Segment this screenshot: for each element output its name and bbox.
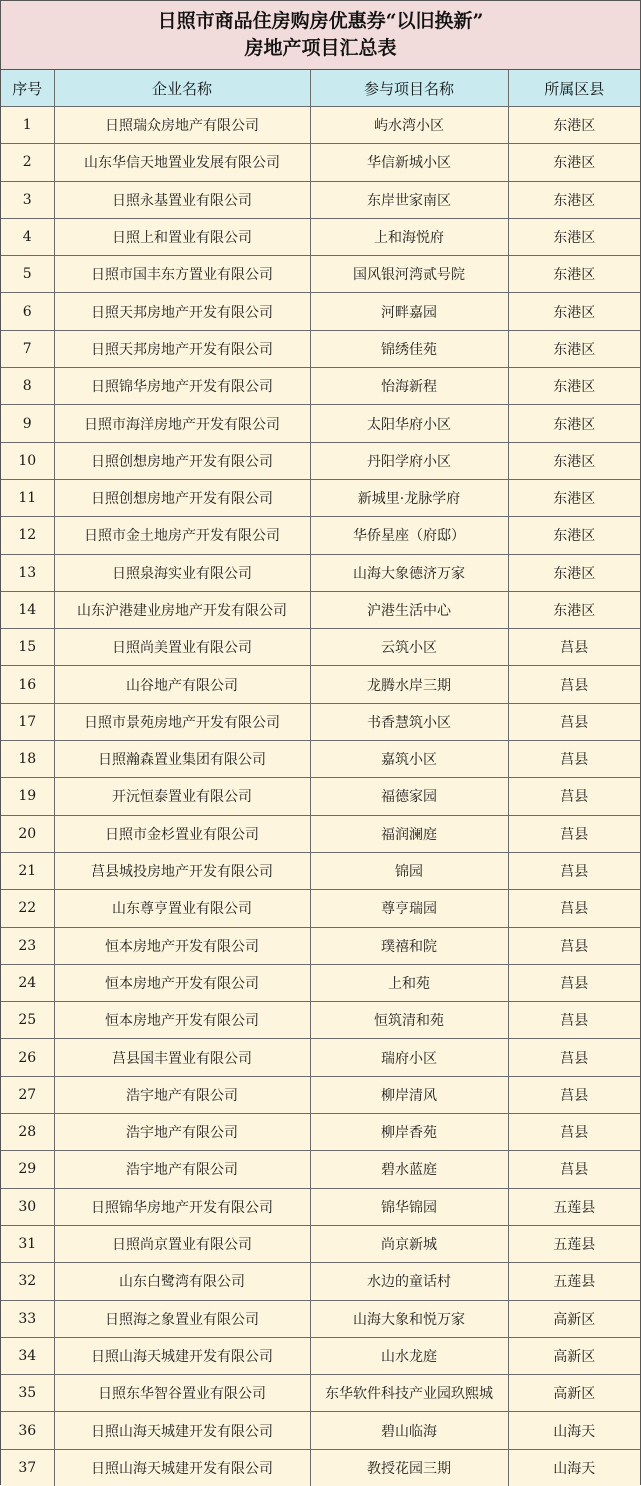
row-district: 莒县 xyxy=(508,815,640,852)
row-project-name: 怡海新程 xyxy=(310,368,508,405)
row-company-name: 山东华信天地置业发展有限公司 xyxy=(54,144,310,181)
row-district: 莒县 xyxy=(508,964,640,1001)
row-district: 五莲县 xyxy=(508,1225,640,1262)
row-project-name: 锦园 xyxy=(310,852,508,889)
row-company-name: 日照天邦房地产开发有限公司 xyxy=(54,330,310,367)
row-serial-number: 1 xyxy=(1,107,54,144)
row-serial-number: 2 xyxy=(1,144,54,181)
table-row xyxy=(1,330,640,367)
table-row xyxy=(1,554,640,591)
row-serial-number: 4 xyxy=(1,218,54,255)
row-company-name: 日照瑞众房地产有限公司 xyxy=(54,107,310,144)
row-project-name: 尚京新城 xyxy=(310,1225,508,1262)
row-serial-number: 11 xyxy=(1,479,54,516)
row-project-name: 柳岸清风 xyxy=(310,1076,508,1113)
table-row xyxy=(1,107,640,144)
row-project-name: 尊亨瑞园 xyxy=(310,890,508,927)
row-serial-number: 30 xyxy=(1,1188,54,1225)
row-serial-number: 13 xyxy=(1,554,54,591)
row-company-name: 日照创想房地产开发有限公司 xyxy=(54,479,310,516)
row-company-name: 日照瀚森置业集团有限公司 xyxy=(54,741,310,778)
row-project-name: 华侨星座（府邸） xyxy=(310,517,508,554)
row-serial-number: 20 xyxy=(1,815,54,852)
row-district: 莒县 xyxy=(508,778,640,815)
row-project-name: 东华软件科技产业园玖熙城 xyxy=(310,1375,508,1412)
row-district: 东港区 xyxy=(508,218,640,255)
row-serial-number: 27 xyxy=(1,1076,54,1113)
table-row xyxy=(1,741,640,778)
row-company-name: 开沅恒泰置业有限公司 xyxy=(54,778,310,815)
row-project-name: 教授花园三期 xyxy=(310,1449,508,1486)
row-district: 莒县 xyxy=(508,666,640,703)
row-company-name: 日照尚京置业有限公司 xyxy=(54,1225,310,1262)
row-company-name: 山谷地产有限公司 xyxy=(54,666,310,703)
row-serial-number: 19 xyxy=(1,778,54,815)
row-company-name: 日照海之象置业有限公司 xyxy=(54,1300,310,1337)
row-serial-number: 31 xyxy=(1,1225,54,1262)
row-serial-number: 36 xyxy=(1,1412,54,1449)
row-serial-number: 37 xyxy=(1,1449,54,1486)
table-row xyxy=(1,1076,640,1113)
table-row xyxy=(1,256,640,293)
table-row xyxy=(1,1337,640,1374)
row-serial-number: 12 xyxy=(1,517,54,554)
row-district: 东港区 xyxy=(508,107,640,144)
row-project-name: 新城里·龙脉学府 xyxy=(310,479,508,516)
row-company-name: 山东尊亨置业有限公司 xyxy=(54,890,310,927)
row-project-name: 书香慧筑小区 xyxy=(310,703,508,740)
row-district: 莒县 xyxy=(508,629,640,666)
row-district: 五莲县 xyxy=(508,1263,640,1300)
table-row xyxy=(1,703,640,740)
row-serial-number: 24 xyxy=(1,964,54,1001)
row-project-name: 沪港生活中心 xyxy=(310,591,508,628)
row-serial-number: 28 xyxy=(1,1114,54,1151)
row-company-name: 日照锦华房地产开发有限公司 xyxy=(54,1188,310,1225)
row-district: 莒县 xyxy=(508,890,640,927)
row-serial-number: 29 xyxy=(1,1151,54,1188)
row-company-name: 恒本房地产开发有限公司 xyxy=(54,927,310,964)
row-district: 高新区 xyxy=(508,1337,640,1374)
row-district: 莒县 xyxy=(508,927,640,964)
row-serial-number: 14 xyxy=(1,591,54,628)
row-district: 东港区 xyxy=(508,405,640,442)
row-district: 五莲县 xyxy=(508,1188,640,1225)
row-serial-number: 17 xyxy=(1,703,54,740)
row-company-name: 日照市景苑房地产开发有限公司 xyxy=(54,703,310,740)
row-project-name: 山海大象和悦万家 xyxy=(310,1300,508,1337)
row-company-name: 日照天邦房地产开发有限公司 xyxy=(54,293,310,330)
row-serial-number: 3 xyxy=(1,181,54,218)
table-row xyxy=(1,890,640,927)
row-district: 东港区 xyxy=(508,554,640,591)
row-project-name: 柳岸香苑 xyxy=(310,1114,508,1151)
row-company-name: 莒县国丰置业有限公司 xyxy=(54,1039,310,1076)
row-district: 东港区 xyxy=(508,368,640,405)
row-district: 东港区 xyxy=(508,591,640,628)
row-project-name: 山水龙庭 xyxy=(310,1337,508,1374)
row-district: 莒县 xyxy=(508,1039,640,1076)
row-serial-number: 7 xyxy=(1,330,54,367)
row-district: 东港区 xyxy=(508,144,640,181)
project-table xyxy=(1,70,640,1486)
row-serial-number: 25 xyxy=(1,1002,54,1039)
row-project-name: 碧水蓝庭 xyxy=(310,1151,508,1188)
row-serial-number: 32 xyxy=(1,1263,54,1300)
row-company-name: 浩宇地产有限公司 xyxy=(54,1114,310,1151)
row-company-name: 日照上和置业有限公司 xyxy=(54,218,310,255)
row-company-name: 日照市金杉置业有限公司 xyxy=(54,815,310,852)
row-serial-number: 16 xyxy=(1,666,54,703)
row-district: 莒县 xyxy=(508,1076,640,1113)
row-company-name: 日照尚美置业有限公司 xyxy=(54,629,310,666)
table-row xyxy=(1,964,640,1001)
row-district: 莒县 xyxy=(508,1114,640,1151)
row-district: 东港区 xyxy=(508,479,640,516)
row-project-name: 锦绣佳苑 xyxy=(310,330,508,367)
table-row xyxy=(1,293,640,330)
row-serial-number: 22 xyxy=(1,890,54,927)
table-row xyxy=(1,442,640,479)
row-company-name: 山东沪港建业房地产开发有限公司 xyxy=(54,591,310,628)
row-serial-number: 33 xyxy=(1,1300,54,1337)
row-project-name: 太阳华府小区 xyxy=(310,405,508,442)
table-row xyxy=(1,405,640,442)
row-serial-number: 23 xyxy=(1,927,54,964)
table-row xyxy=(1,144,640,181)
row-serial-number: 9 xyxy=(1,405,54,442)
row-project-name: 水边的童话村 xyxy=(310,1263,508,1300)
row-district: 东港区 xyxy=(508,256,640,293)
row-district: 莒县 xyxy=(508,1151,640,1188)
header-company-name: 企业名称 xyxy=(54,70,310,107)
row-district: 东港区 xyxy=(508,330,640,367)
table-row xyxy=(1,1449,640,1486)
row-company-name: 恒本房地产开发有限公司 xyxy=(54,964,310,1001)
row-project-name: 恒筑清和苑 xyxy=(310,1002,508,1039)
row-project-name: 河畔嘉园 xyxy=(310,293,508,330)
row-project-name: 上和海悦府 xyxy=(310,218,508,255)
row-district: 莒县 xyxy=(508,703,640,740)
row-project-name: 璞禧和院 xyxy=(310,927,508,964)
header-district: 所属区县 xyxy=(508,70,640,107)
row-serial-number: 15 xyxy=(1,629,54,666)
row-district: 莒县 xyxy=(508,852,640,889)
table-row xyxy=(1,368,640,405)
row-company-name: 日照创想房地产开发有限公司 xyxy=(54,442,310,479)
row-company-name: 日照市国丰东方置业有限公司 xyxy=(54,256,310,293)
table-row xyxy=(1,1412,640,1449)
table-row xyxy=(1,815,640,852)
row-serial-number: 21 xyxy=(1,852,54,889)
title-line-2: 房地产项目汇总表 xyxy=(244,37,397,59)
row-company-name: 日照泉海实业有限公司 xyxy=(54,554,310,591)
row-serial-number: 18 xyxy=(1,741,54,778)
row-serial-number: 10 xyxy=(1,442,54,479)
row-company-name: 恒本房地产开发有限公司 xyxy=(54,1002,310,1039)
row-company-name: 日照东华智谷置业有限公司 xyxy=(54,1375,310,1412)
table-row xyxy=(1,1114,640,1151)
row-company-name: 日照锦华房地产开发有限公司 xyxy=(54,368,310,405)
table-row xyxy=(1,852,640,889)
row-district: 山海天 xyxy=(508,1412,640,1449)
row-project-name: 屿水湾小区 xyxy=(310,107,508,144)
header-row xyxy=(1,70,640,107)
row-project-name: 龙腾水岸三期 xyxy=(310,666,508,703)
row-district: 东港区 xyxy=(508,181,640,218)
row-project-name: 锦华锦园 xyxy=(310,1188,508,1225)
row-project-name: 山海大象德济万家 xyxy=(310,554,508,591)
row-project-name: 福润澜庭 xyxy=(310,815,508,852)
table-row xyxy=(1,666,640,703)
table-row xyxy=(1,927,640,964)
table-row xyxy=(1,778,640,815)
row-company-name: 日照山海天城建开发有限公司 xyxy=(54,1337,310,1374)
table-row xyxy=(1,629,640,666)
row-project-name: 瑞府小区 xyxy=(310,1039,508,1076)
row-district: 东港区 xyxy=(508,442,640,479)
table-row xyxy=(1,591,640,628)
row-project-name: 福德家园 xyxy=(310,778,508,815)
table-row xyxy=(1,218,640,255)
row-district: 莒县 xyxy=(508,741,640,778)
row-serial-number: 34 xyxy=(1,1337,54,1374)
header-project-name: 参与项目名称 xyxy=(310,70,508,107)
row-company-name: 山东白鹭湾有限公司 xyxy=(54,1263,310,1300)
row-project-name: 华信新城小区 xyxy=(310,144,508,181)
table-row xyxy=(1,1225,640,1262)
table-row xyxy=(1,1002,640,1039)
header-serial-number: 序号 xyxy=(1,70,54,107)
row-project-name: 丹阳学府小区 xyxy=(310,442,508,479)
row-company-name: 日照市海洋房地产开发有限公司 xyxy=(54,405,310,442)
row-project-name: 云筑小区 xyxy=(310,629,508,666)
table-body xyxy=(1,107,640,1486)
row-district: 东港区 xyxy=(508,293,640,330)
row-project-name: 国风银河湾贰号院 xyxy=(310,256,508,293)
row-company-name: 日照山海天城建开发有限公司 xyxy=(54,1449,310,1486)
table-row xyxy=(1,181,640,218)
table-row xyxy=(1,479,640,516)
row-company-name: 浩宇地产有限公司 xyxy=(54,1151,310,1188)
row-serial-number: 5 xyxy=(1,256,54,293)
row-project-name: 东岸世家南区 xyxy=(310,181,508,218)
row-company-name: 日照永基置业有限公司 xyxy=(54,181,310,218)
table-row xyxy=(1,1263,640,1300)
table-row xyxy=(1,1151,640,1188)
table-row xyxy=(1,1188,640,1225)
table-row xyxy=(1,1039,640,1076)
row-serial-number: 35 xyxy=(1,1375,54,1412)
row-district: 东港区 xyxy=(508,517,640,554)
table-title xyxy=(1,1,640,70)
table-row xyxy=(1,517,640,554)
row-project-name: 碧山临海 xyxy=(310,1412,508,1449)
row-company-name: 浩宇地产有限公司 xyxy=(54,1076,310,1113)
row-serial-number: 8 xyxy=(1,368,54,405)
row-company-name: 莒县城投房地产开发有限公司 xyxy=(54,852,310,889)
table-row xyxy=(1,1300,640,1337)
row-company-name: 日照市金土地房产开发有限公司 xyxy=(54,517,310,554)
row-district: 山海天 xyxy=(508,1449,640,1486)
row-district: 高新区 xyxy=(508,1375,640,1412)
row-district: 莒县 xyxy=(508,1002,640,1039)
row-project-name: 嘉筑小区 xyxy=(310,741,508,778)
row-project-name: 上和苑 xyxy=(310,964,508,1001)
row-company-name: 日照山海天城建开发有限公司 xyxy=(54,1412,310,1449)
row-serial-number: 6 xyxy=(1,293,54,330)
row-district: 高新区 xyxy=(508,1300,640,1337)
title-line-1: 日照市商品住房购房优惠券“以旧换新” xyxy=(157,10,484,32)
row-serial-number: 26 xyxy=(1,1039,54,1076)
table-row xyxy=(1,1375,640,1412)
